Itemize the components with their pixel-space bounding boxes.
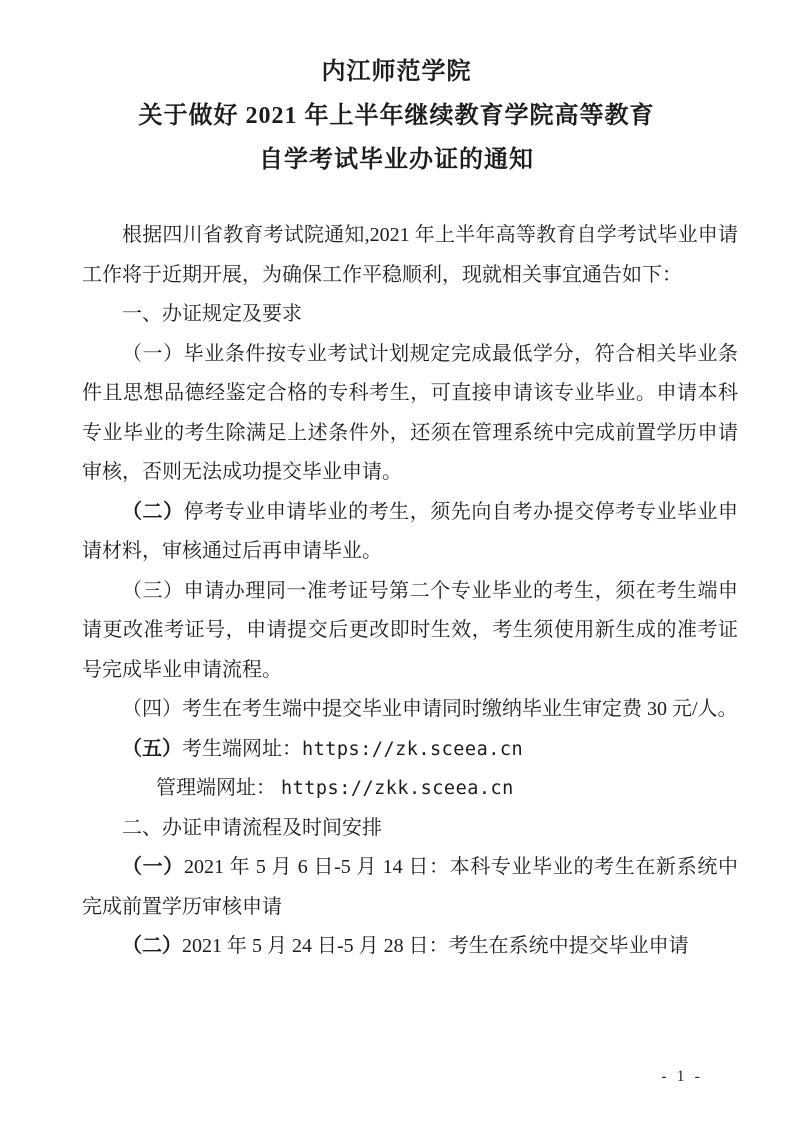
section-1-item-5b — [82, 769, 738, 809]
section-2-heading: 二、办证申请流程及时间安排 — [122, 816, 382, 839]
section-1-item-3: （三）申请办理同一准考证号第二个专业毕业的考生，须在考生端申请更改准考证号，申请提交后更改即时生效，考生须使用新生成的准考证号完成毕业申请流程。 — [82, 579, 738, 681]
schedule-2-text: 2021 年 5 月 24 日-5 月 28 日：考生在系统中提交毕业申请 — [182, 935, 689, 957]
schedule-2-number: （二） — [122, 935, 182, 957]
document-body — [82, 216, 738, 967]
item-2-text: 停考专业申请毕业的考生，须先向自考办提交停考专业毕业申请材料，审核通过后再申请毕业。 — [82, 500, 739, 562]
document-title — [0, 50, 793, 182]
title-line-2: 关于做好 2021 年上半年继续教育学院高等教育 — [138, 103, 655, 129]
candidate-portal-label: 考生端网址： — [182, 737, 302, 760]
admin-portal-url: https://zkk.sceea.cn — [281, 778, 514, 799]
title-line-3: 自学考试毕业办证的通知 — [259, 147, 534, 173]
section-2-item-2 — [82, 927, 738, 967]
page-number: - 1 - — [661, 1068, 703, 1085]
schedule-1-number: （一） — [122, 856, 184, 878]
admin-portal-label: 管理端网址： — [156, 777, 281, 799]
section-1-item-1: （一）毕业条件按专业考试计划规定完成最低学分，符合相关毕业条件且思想品德经鉴定合格的专科考生，可直接申请该专业毕业。申请本科专业毕业的考生除满足上述条件外，还须在管理系统中完成前置学历申请审核，否则无法成功提交毕业申请。 — [82, 342, 738, 483]
section-1-item-2 — [82, 493, 738, 572]
schedule-1-text: 2021 年 5 月 6 日-5 月 14 日：本科专业毕业的考生在新系统中完成前置学历审核申请 — [82, 856, 738, 918]
item-2-number: （二） — [122, 500, 184, 523]
candidate-portal-url: https://zk.sceea.cn — [302, 738, 524, 760]
section-1-item-5 — [82, 730, 738, 770]
section-1-heading: 一、办证规定及要求 — [122, 303, 302, 325]
intro-paragraph: 根据四川省教育考试院通知,2021 年上半年高等教育自学考试毕业申请工作将于近期开展，为确保工作平稳顺利，现就相关事宜通告如下： — [82, 224, 738, 286]
section-2-item-1 — [82, 848, 738, 927]
section-1-item-4: （四）考生在考生端中提交毕业申请同时缴纳毕业生审定费 30 元/人。 — [122, 698, 738, 720]
title-line-1: 内江师范学院 — [321, 59, 472, 85]
item-5-number: （五） — [122, 737, 182, 760]
